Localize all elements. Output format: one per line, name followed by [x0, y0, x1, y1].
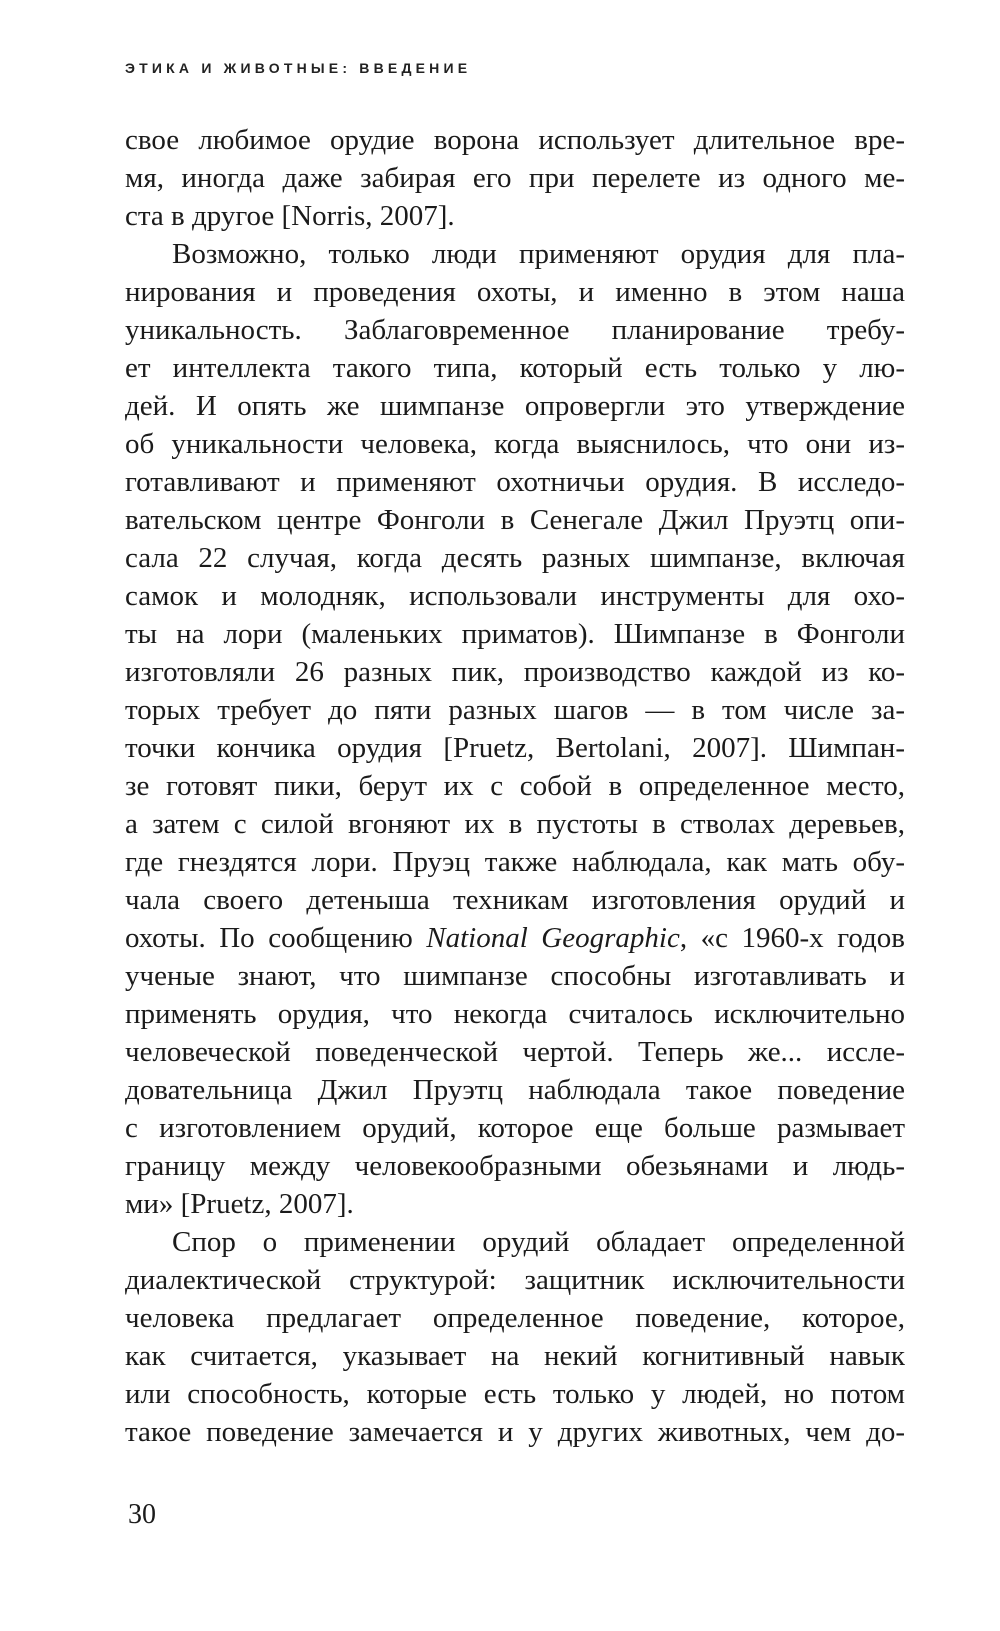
text-line: Возможно, только люди применяют орудия для пла- [172, 238, 905, 270]
text-line: сала 22 случая, когда десять разных шимпанзе, включая [125, 542, 905, 574]
text-line: уникальность. Заблаговременное планирование требу- [125, 314, 905, 346]
text-line: готавливают и применяют охотничьи орудия. В исследо- [125, 466, 905, 498]
text-line: границу между человекообразными обезьянами и людь- [125, 1150, 905, 1182]
text-line: человеческой поведенческой чертой. Теперь же... иссле- [125, 1036, 905, 1068]
paragraph [125, 235, 905, 1223]
text-line: изготовляли 26 разных пик, производство каждой из ко- [125, 656, 905, 688]
text-line: торых требует до пяти разных шагов — в том числе за- [125, 694, 905, 726]
text-line: нирования и проведения охоты, и именно в этом наша [125, 276, 905, 308]
text-line: чала своего детеныша техникам изготовления орудий и [125, 884, 905, 916]
text-line: как считается, указывает на некий когнитивный навык [125, 1340, 905, 1372]
text-line: такое поведение замечается и у других животных, чем до- [125, 1416, 905, 1448]
text-line: самок и молодняк, использовали инструменты для охо- [125, 580, 905, 612]
text-line: или способность, которые есть только у людей, но потом [125, 1378, 905, 1410]
text-line: с изготовлением орудий, которое еще больше размывает [125, 1112, 905, 1144]
text-line: об уникальности человека, когда выяснилось, что они из- [125, 428, 905, 460]
text-line: а затем с силой вгоняют их в пустоты в стволах деревьев, [125, 808, 905, 840]
text-line: ты на лори (маленьких приматов). Шимпанзе в Фонголи [125, 618, 905, 650]
text-line: ста в другое [Norris, 2007]. [125, 200, 455, 232]
text-line: где гнездятся лори. Пруэц также наблюдала, как мать обу- [125, 846, 905, 878]
text-line: человека предлагает определенное поведение, которое, [125, 1302, 905, 1334]
text-line: дей. И опять же шимпанзе опровергли это утверждение [125, 390, 905, 422]
text-line: довательница Джил Пруэтц наблюдала такое поведение [125, 1074, 905, 1106]
text-line: ми» [Pruetz, 2007]. [125, 1188, 354, 1220]
body-text [125, 121, 905, 1451]
text-line: мя, иногда даже забирая его при перелете из одного ме- [125, 162, 905, 194]
text-line: зе готовят пики, берут их с собой в определенное место, [125, 770, 905, 802]
page-number: 30 [128, 1499, 156, 1530]
paragraph [125, 121, 905, 235]
text-line: свое любимое орудие ворона использует длительное вре- [125, 124, 905, 156]
paragraph [125, 1223, 905, 1451]
text-line: ученые знают, что шимпанзе способны изготавливать и [125, 960, 905, 992]
publication-title: National Geographic [426, 922, 680, 954]
text-line: диалектической структурой: защитник исключительности [125, 1264, 905, 1296]
text-line: применять орудия, что некогда считалось исключительно [125, 998, 905, 1030]
text-segment: , «с 1960-х годов [679, 922, 905, 954]
text-line: ет интеллекта такого типа, который есть только у лю- [125, 352, 905, 384]
text-line: вательском центре Фонголи в Сенегале Джил Пруэтц опи- [125, 504, 905, 536]
text-segment: охоты. По сообщению [125, 922, 427, 954]
text-line [125, 919, 905, 957]
text-line: точки кончика орудия [Pruetz, Bertolani, 2007]. Шимпан- [125, 732, 905, 764]
running-header: ЭТИКА И ЖИВОТНЫЕ: ВВЕДЕНИЕ [125, 60, 472, 76]
text-line: Спор о применении орудий обладает определенной [172, 1226, 905, 1258]
